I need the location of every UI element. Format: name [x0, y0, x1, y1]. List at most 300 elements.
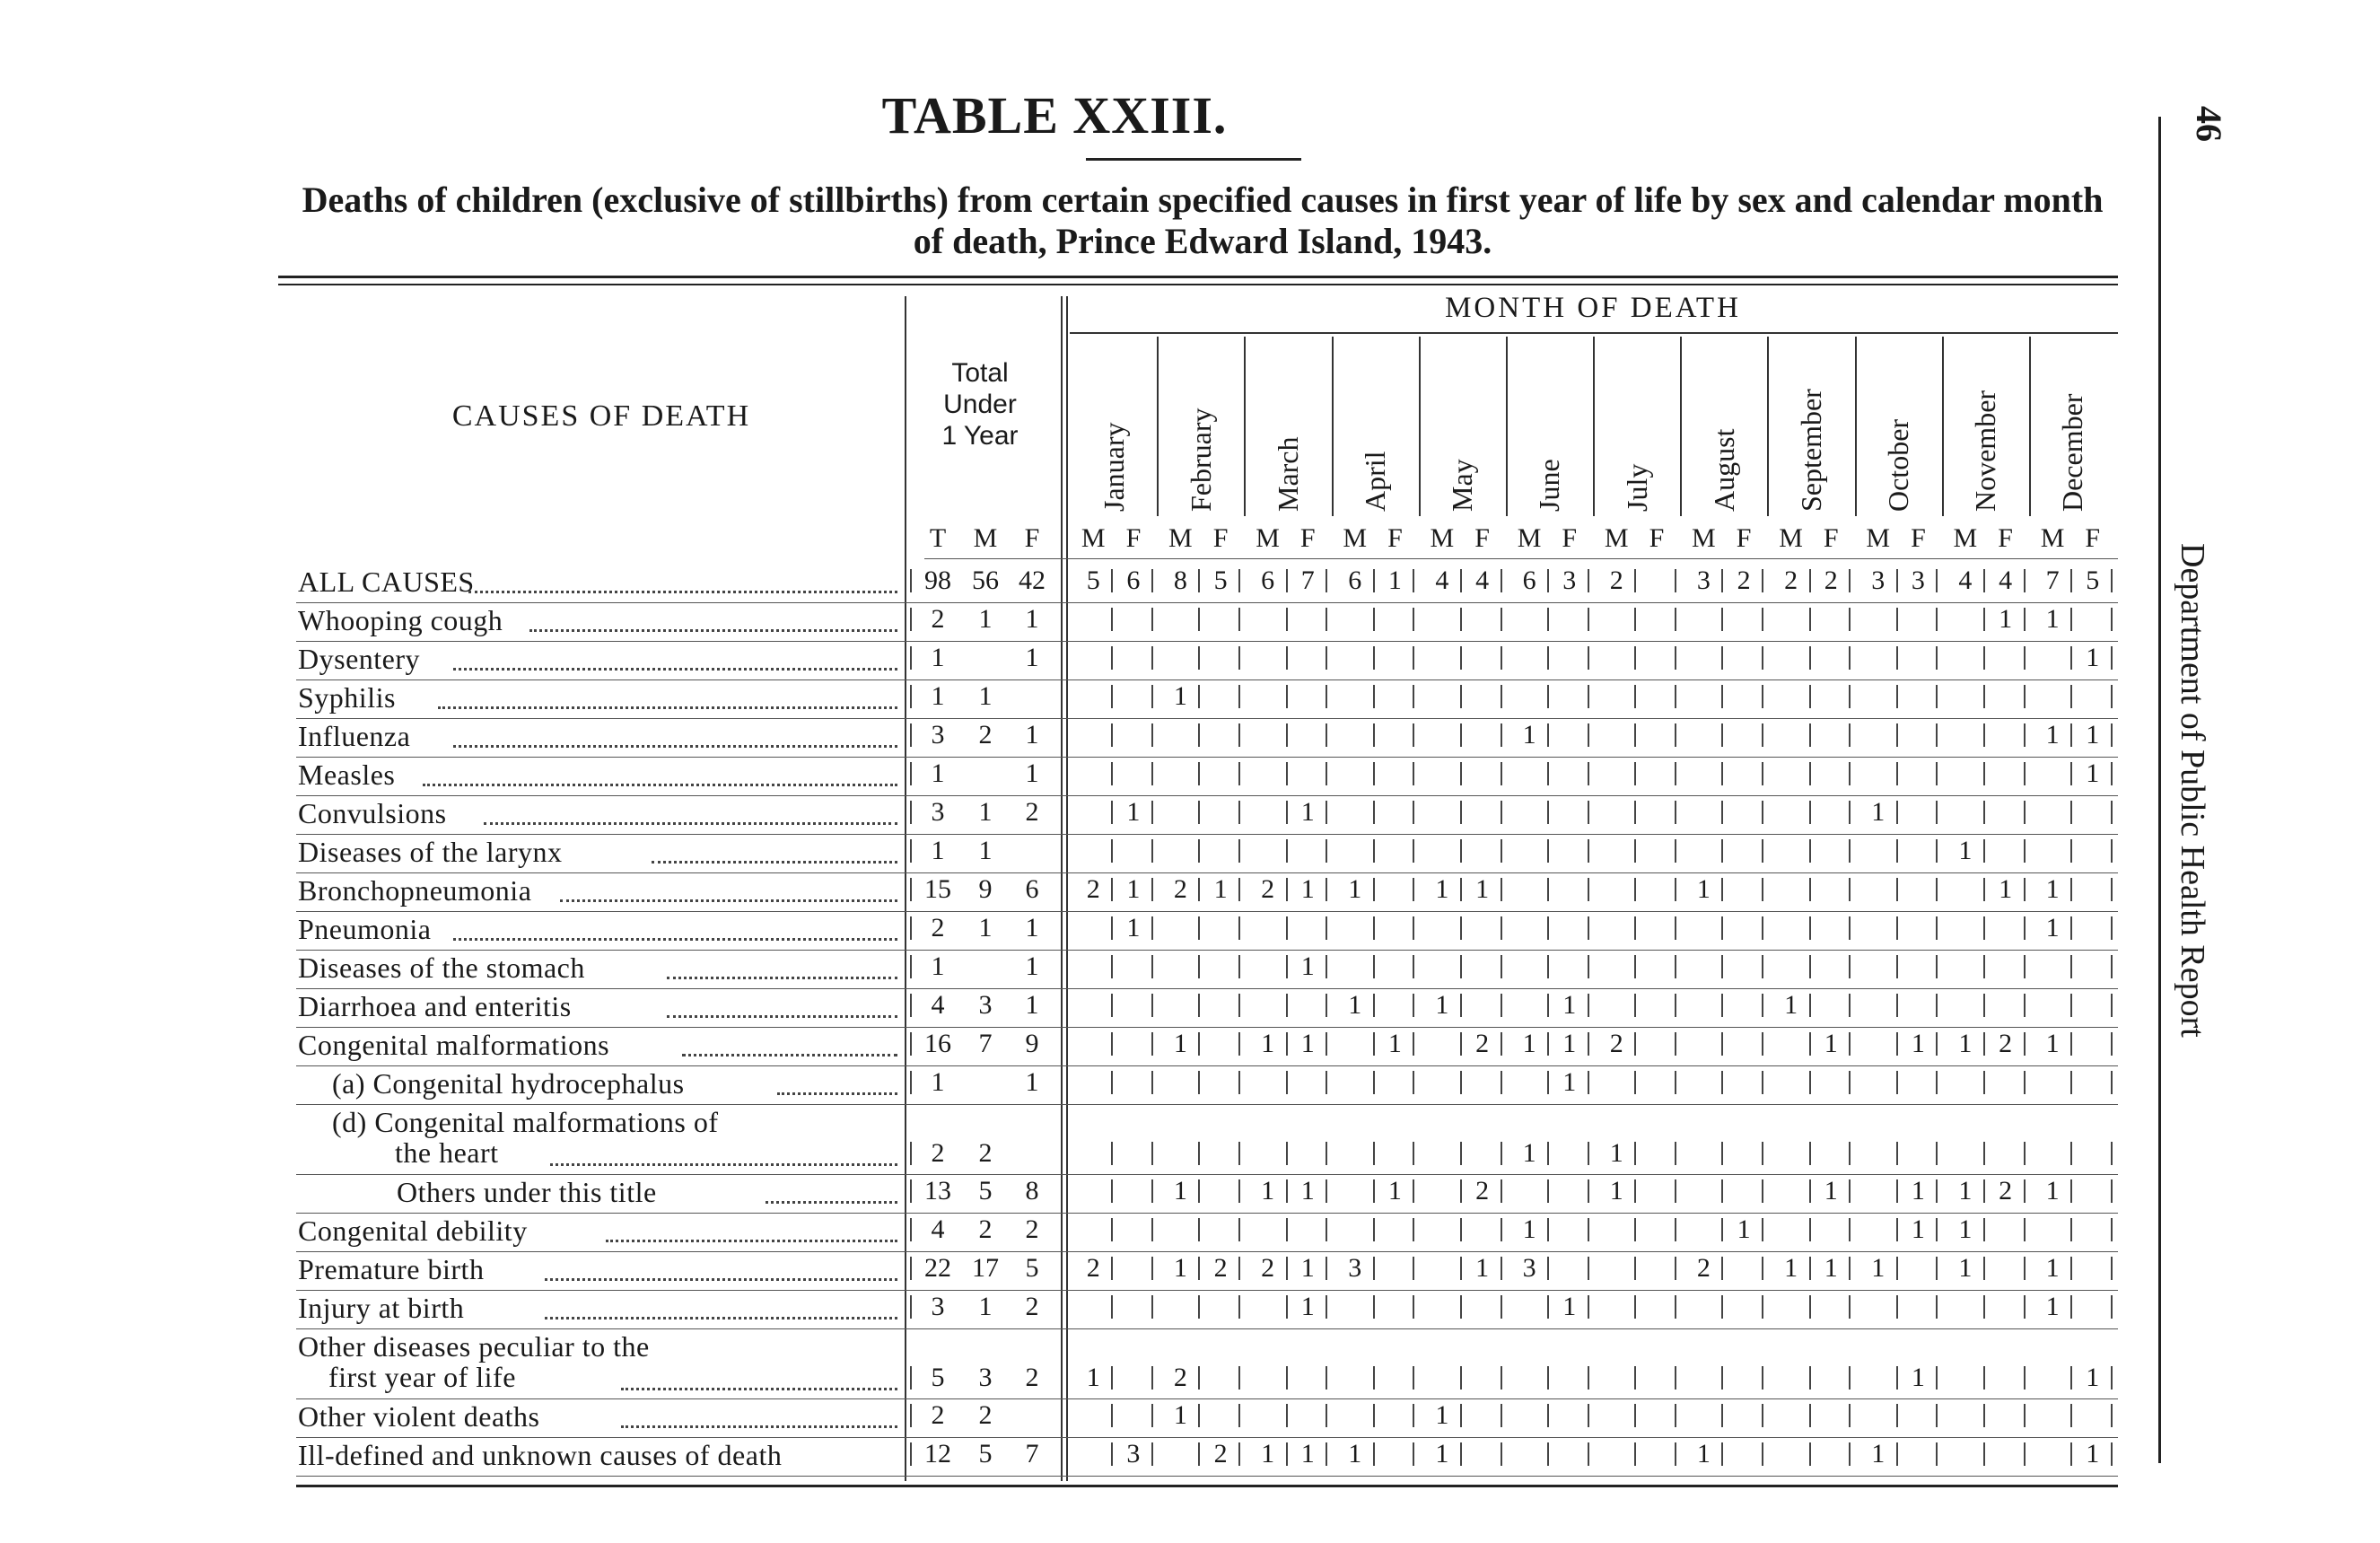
- cell-tick: [1588, 1404, 1589, 1427]
- cell-tick: [1501, 994, 1502, 1017]
- cell-tick: [1547, 994, 1549, 1017]
- cause-label: Congenital malformations: [298, 1029, 610, 1061]
- cell-tick: [1151, 878, 1153, 901]
- cell-tick: [1849, 1218, 1851, 1241]
- month-divider: [1244, 337, 1246, 516]
- month-cell: 1: [1173, 1029, 1187, 1058]
- dot-leader: [438, 706, 897, 709]
- cell-tick: [1413, 994, 1414, 1017]
- dot-leader: [545, 1278, 897, 1281]
- row-rule: [296, 1065, 2118, 1066]
- cell-tick: [1413, 955, 1414, 978]
- dot-leader: [621, 1425, 897, 1428]
- cell-tick: [1634, 1032, 1636, 1056]
- month-cell: 1: [2086, 758, 2100, 788]
- total-all-cell: 2: [931, 1138, 945, 1168]
- total-female-cell: 2: [1025, 1214, 1039, 1244]
- month-cell: 1: [2045, 1176, 2060, 1205]
- cell-tick: [1111, 994, 1113, 1017]
- row-rule: [296, 718, 2118, 719]
- cell-tick: [2111, 1179, 2113, 1203]
- cell-tick: [1762, 994, 1763, 1017]
- cell-tick: [1111, 1295, 1113, 1319]
- cell-tick: [1501, 646, 1502, 670]
- total-all-cell: 1: [931, 836, 945, 865]
- cell-tick: [1501, 1295, 1502, 1319]
- total-male-cell: 7: [978, 1029, 993, 1058]
- cell-tick: [1634, 916, 1636, 940]
- total-female-cell: 1: [1025, 913, 1039, 942]
- cell-tick: [1326, 569, 1327, 592]
- cell-tick: [1762, 839, 1763, 863]
- month-cell: 2: [1824, 565, 1838, 595]
- cell-tick: [1501, 608, 1502, 631]
- cell-tick: [1111, 1032, 1113, 1056]
- cell-tick: [1588, 1071, 1589, 1094]
- month-label-october: October: [1882, 418, 1915, 512]
- cell-tick: [1286, 762, 1288, 785]
- cell-tick: [1983, 1442, 1985, 1466]
- cell-tick: [1373, 801, 1375, 824]
- month-cell: 2: [1261, 1253, 1275, 1283]
- cell-tick: [1547, 1218, 1549, 1241]
- cause-label: ALL CAUSES: [298, 565, 475, 598]
- month-cell: 2: [1173, 1363, 1187, 1392]
- cell-tick: [1238, 1032, 1240, 1056]
- cell-tick: [1547, 1032, 1549, 1056]
- cell-tick: [1547, 1404, 1549, 1427]
- cell-tick: [910, 1366, 912, 1390]
- month-divider: [1855, 337, 1857, 516]
- cell-tick: [2070, 1142, 2072, 1165]
- cell-tick: [910, 1257, 912, 1280]
- cell-tick: [1721, 1218, 1723, 1241]
- month-cell: 1: [1300, 874, 1315, 904]
- cell-tick: [1809, 839, 1811, 863]
- cell-tick: [910, 723, 912, 747]
- cell-tick: [1809, 608, 1811, 631]
- month-cell: 3: [1911, 565, 1925, 595]
- cell-tick: [1460, 1366, 1462, 1390]
- cell-tick: [1373, 723, 1375, 747]
- month-cell: 1: [1911, 1363, 1925, 1392]
- cell-tick: [1111, 1404, 1113, 1427]
- cell-tick: [1151, 1218, 1153, 1241]
- cell-tick: [1936, 1366, 1938, 1390]
- cell-tick: [1111, 1218, 1113, 1241]
- month-cell: 1: [2045, 720, 2060, 750]
- dot-leader: [667, 1015, 897, 1018]
- cell-tick: [1983, 878, 1985, 901]
- month-cell: 6: [1126, 565, 1141, 595]
- row-rule: [296, 1213, 2118, 1214]
- cell-tick: [2070, 1071, 2072, 1094]
- month-cell: 1: [1824, 1253, 1838, 1283]
- sex-subheader: F: [1649, 523, 1665, 553]
- month-cell: 2: [1609, 1029, 1623, 1058]
- cell-tick: [1721, 839, 1723, 863]
- cell-tick: [1198, 1179, 1200, 1203]
- dot-leader: [667, 977, 897, 979]
- cell-tick: [1762, 916, 1763, 940]
- cell-tick: [1896, 916, 1898, 940]
- total-header: [908, 357, 1052, 452]
- cell-tick: [1547, 1179, 1549, 1203]
- month-cell: 3: [1522, 1253, 1536, 1283]
- cell-tick: [2070, 955, 2072, 978]
- cell-tick: [1849, 1142, 1851, 1165]
- cell-tick: [1936, 839, 1938, 863]
- month-divider: [1767, 337, 1769, 516]
- cell-tick: [1936, 1142, 1938, 1165]
- column-divider: [1061, 296, 1063, 1481]
- cell-tick: [1809, 801, 1811, 824]
- month-cell: 1: [2086, 720, 2100, 750]
- cell-tick: [1983, 646, 1985, 670]
- cell-tick: [1849, 762, 1851, 785]
- cell-tick: [1849, 685, 1851, 708]
- cell-tick: [2111, 878, 2113, 901]
- month-divider: [1419, 337, 1421, 516]
- cell-tick: [2111, 1404, 2113, 1427]
- total-all-cell: 5: [931, 1363, 945, 1392]
- cell-tick: [1413, 1295, 1414, 1319]
- cell-tick: [1151, 955, 1153, 978]
- cell-tick: [1588, 1257, 1589, 1280]
- cell-tick: [2111, 723, 2113, 747]
- cell-tick: [1588, 1442, 1589, 1466]
- dot-leader: [777, 1092, 897, 1095]
- cell-tick: [1460, 1404, 1462, 1427]
- cell-tick: [1326, 1071, 1327, 1094]
- cell-tick: [1983, 1142, 1985, 1165]
- cell-tick: [910, 569, 912, 592]
- cell-tick: [1721, 1404, 1723, 1427]
- cell-tick: [2111, 1442, 2113, 1466]
- cell-tick: [1721, 994, 1723, 1017]
- cell-tick: [1151, 801, 1153, 824]
- cell-tick: [1460, 955, 1462, 978]
- month-cell: 1: [1300, 951, 1315, 981]
- cell-tick: [1634, 839, 1636, 863]
- cell-tick: [1238, 685, 1240, 708]
- month-cell: 1: [2045, 874, 2060, 904]
- cell-tick: [2111, 1366, 2113, 1390]
- month-cell: 1: [1911, 1214, 1925, 1244]
- cell-tick: [1809, 878, 1811, 901]
- cell-tick: [1634, 1366, 1636, 1390]
- cell-tick: [1238, 762, 1240, 785]
- cell-tick: [2024, 1218, 2026, 1241]
- cell-tick: [1501, 1442, 1502, 1466]
- cell-tick: [1936, 1442, 1938, 1466]
- cell-tick: [1809, 723, 1811, 747]
- cell-tick: [910, 608, 912, 631]
- cell-tick: [1326, 723, 1327, 747]
- month-cell: 8: [1173, 565, 1187, 595]
- cell-tick: [910, 1179, 912, 1203]
- month-label-june: June: [1533, 459, 1566, 512]
- cell-tick: [1762, 646, 1763, 670]
- cell-tick: [1373, 608, 1375, 631]
- cell-tick: [1460, 839, 1462, 863]
- dot-leader: [560, 899, 897, 902]
- total-male-cell: 5: [978, 1439, 993, 1468]
- cell-tick: [2111, 1218, 2113, 1241]
- sex-subheader: F: [1736, 523, 1752, 553]
- cell-tick: [2111, 1257, 2113, 1280]
- month-cell: 1: [1300, 797, 1315, 827]
- month-cell: 1: [2045, 913, 2060, 942]
- cell-tick: [1198, 608, 1200, 631]
- dot-leader: [606, 1240, 897, 1242]
- cell-tick: [1373, 762, 1375, 785]
- total-all-cell: 4: [931, 1214, 945, 1244]
- month-cell: 1: [1300, 1029, 1315, 1058]
- sex-subheader: F: [1562, 523, 1578, 553]
- month-cell: 2: [1213, 1253, 1228, 1283]
- sex-subheader: M: [1256, 523, 1280, 553]
- month-divider: [1332, 337, 1334, 516]
- cell-tick: [1286, 685, 1288, 708]
- cell-tick: [1588, 608, 1589, 631]
- cell-tick: [2070, 608, 2072, 631]
- top-rule-double: [278, 284, 2118, 285]
- cell-tick: [1413, 1442, 1414, 1466]
- month-cell: 6: [1348, 565, 1362, 595]
- cell-tick: [1896, 1071, 1898, 1094]
- cell-tick: [1849, 801, 1851, 824]
- cell-tick: [1634, 878, 1636, 901]
- cell-tick: [1373, 1179, 1375, 1203]
- cell-tick: [1547, 685, 1549, 708]
- cell-tick: [1849, 955, 1851, 978]
- month-cell: 1: [1475, 1253, 1490, 1283]
- cell-tick: [1936, 1179, 1938, 1203]
- total-female-cell: 7: [1025, 1439, 1039, 1468]
- cell-tick: [1373, 1295, 1375, 1319]
- month-cell: 1: [2045, 1292, 2060, 1321]
- cell-tick: [1238, 1404, 1240, 1427]
- cell-tick: [1151, 646, 1153, 670]
- cell-tick: [910, 801, 912, 824]
- total-female-cell: 1: [1025, 951, 1039, 981]
- cell-tick: [1413, 569, 1414, 592]
- row-rule: [296, 950, 2118, 951]
- cell-tick: [1238, 839, 1240, 863]
- cell-tick: [1936, 1295, 1938, 1319]
- cell-tick: [1983, 1404, 1985, 1427]
- month-cell: 1: [1348, 874, 1362, 904]
- cell-tick: [1238, 646, 1240, 670]
- cell-tick: [1936, 1257, 1938, 1280]
- cell-tick: [1373, 839, 1375, 863]
- cell-tick: [1547, 916, 1549, 940]
- month-cell: 2: [1475, 1029, 1490, 1058]
- dot-leader: [550, 1163, 897, 1166]
- month-cell: 1: [1871, 1253, 1886, 1283]
- cell-tick: [1983, 569, 1985, 592]
- cell-tick: [1151, 1366, 1153, 1390]
- cell-tick: [1983, 955, 1985, 978]
- cell-tick: [1983, 1032, 1985, 1056]
- cell-tick: [1588, 1218, 1589, 1241]
- cell-tick: [1286, 1032, 1288, 1056]
- cell-tick: [1762, 1442, 1763, 1466]
- cell-tick: [1286, 1442, 1288, 1466]
- dot-leader: [453, 938, 897, 941]
- sex-subheader: F: [1212, 523, 1229, 553]
- cell-tick: [1326, 762, 1327, 785]
- cell-tick: [2024, 1295, 2026, 1319]
- cell-tick: [1896, 1179, 1898, 1203]
- cell-tick: [1849, 878, 1851, 901]
- cell-tick: [1634, 1404, 1636, 1427]
- cell-tick: [1936, 1218, 1938, 1241]
- cell-tick: [1413, 723, 1414, 747]
- total-female-cell: 6: [1025, 874, 1039, 904]
- row-rule: [296, 988, 2118, 989]
- cell-tick: [1809, 685, 1811, 708]
- total-subheader: T: [929, 523, 947, 553]
- cell-tick: [1460, 685, 1462, 708]
- cell-tick: [1198, 801, 1200, 824]
- cell-tick: [1460, 801, 1462, 824]
- cell-tick: [2070, 994, 2072, 1017]
- cell-tick: [1634, 1218, 1636, 1241]
- row-rule: [296, 679, 2118, 680]
- total-female-cell: 1: [1025, 758, 1039, 788]
- cell-tick: [1413, 839, 1414, 863]
- total-male-cell: 56: [972, 565, 999, 595]
- cell-tick: [1198, 1032, 1200, 1056]
- cell-tick: [1198, 1366, 1200, 1390]
- month-cell: 1: [1261, 1029, 1275, 1058]
- cell-tick: [1501, 1179, 1502, 1203]
- month-cell: 2: [1737, 565, 1751, 595]
- cell-tick: [2111, 1142, 2113, 1165]
- cell-tick: [1413, 878, 1414, 901]
- cell-tick: [1501, 1366, 1502, 1390]
- cell-tick: [1460, 1295, 1462, 1319]
- month-cell: 5: [2086, 565, 2100, 595]
- cell-tick: [1983, 1295, 1985, 1319]
- cell-tick: [1238, 916, 1240, 940]
- cell-tick: [1111, 878, 1113, 901]
- cell-tick: [1634, 1442, 1636, 1466]
- cell-tick: [2111, 1295, 2113, 1319]
- cell-tick: [1238, 1142, 1240, 1165]
- month-label-may: May: [1446, 459, 1479, 512]
- total-all-cell: 16: [924, 1029, 951, 1058]
- month-divider: [1680, 337, 1682, 516]
- cell-tick: [1762, 762, 1763, 785]
- total-all-cell: 3: [931, 720, 945, 750]
- cell-tick: [2024, 1142, 2026, 1165]
- row-rule: [296, 795, 2118, 796]
- cell-tick: [1413, 1071, 1414, 1094]
- total-all-cell: 98: [924, 565, 951, 595]
- month-cell: 1: [1261, 1439, 1275, 1468]
- cell-tick: [1413, 685, 1414, 708]
- cell-tick: [1547, 1257, 1549, 1280]
- cell-tick: [1721, 1366, 1723, 1390]
- cell-tick: [2070, 1295, 2072, 1319]
- cell-tick: [1721, 569, 1723, 592]
- cell-tick: [1286, 608, 1288, 631]
- cell-tick: [1936, 1071, 1938, 1094]
- cell-tick: [1373, 994, 1375, 1017]
- dot-leader: [545, 1317, 897, 1319]
- cell-tick: [1809, 1295, 1811, 1319]
- cell-tick: [1286, 878, 1288, 901]
- cell-tick: [910, 762, 912, 785]
- cell-tick: [1326, 878, 1327, 901]
- cell-tick: [1198, 1257, 1200, 1280]
- month-cell: 2: [1784, 565, 1798, 595]
- month-cell: 2: [1086, 1253, 1100, 1283]
- month-cell: 1: [1609, 1176, 1623, 1205]
- month-cell: 5: [1086, 565, 1100, 595]
- cause-label: Dysentery: [298, 643, 421, 675]
- month-cell: 1: [1387, 565, 1402, 595]
- cell-tick: [1896, 878, 1898, 901]
- row-rule: [296, 1251, 2118, 1252]
- cell-tick: [1238, 1257, 1240, 1280]
- cause-label: Bronchopneumonia: [298, 874, 532, 907]
- cell-tick: [1675, 762, 1676, 785]
- cell-tick: [2111, 569, 2113, 592]
- cell-tick: [2024, 723, 2026, 747]
- cell-tick: [1762, 1295, 1763, 1319]
- cell-tick: [1588, 1142, 1589, 1165]
- month-cell: 1: [1958, 836, 1973, 865]
- cell-tick: [2111, 646, 2113, 670]
- cell-tick: [1198, 685, 1200, 708]
- cell-tick: [1151, 1295, 1153, 1319]
- cell-tick: [1983, 762, 1985, 785]
- month-cell: 4: [1958, 565, 1973, 595]
- cell-tick: [1809, 1404, 1811, 1427]
- cell-tick: [1983, 916, 1985, 940]
- cell-tick: [2070, 762, 2072, 785]
- cell-tick: [910, 1404, 912, 1427]
- cell-tick: [1849, 646, 1851, 670]
- cell-tick: [1675, 994, 1676, 1017]
- total-male-cell: 9: [978, 874, 993, 904]
- cause-label-continued: the heart: [395, 1136, 499, 1169]
- month-cell: 1: [1522, 720, 1536, 750]
- cell-tick: [910, 1142, 912, 1165]
- sex-subheader: F: [1998, 523, 2013, 553]
- cell-tick: [1373, 916, 1375, 940]
- month-divider: [2029, 337, 2031, 516]
- cell-tick: [1675, 1257, 1676, 1280]
- cell-tick: [1809, 1179, 1811, 1203]
- cell-tick: [1675, 608, 1676, 631]
- cell-tick: [1460, 1032, 1462, 1056]
- month-label-january: January: [1097, 422, 1130, 512]
- cell-tick: [1762, 1142, 1763, 1165]
- cell-tick: [1286, 1366, 1288, 1390]
- month-label-july: July: [1620, 463, 1653, 512]
- month-cell: 1: [1784, 1253, 1798, 1283]
- cell-tick: [1111, 1442, 1113, 1466]
- sex-subheader: M: [1517, 523, 1542, 553]
- sex-subheader: F: [1823, 523, 1839, 553]
- cell-tick: [1896, 646, 1898, 670]
- cell-tick: [1983, 1071, 1985, 1094]
